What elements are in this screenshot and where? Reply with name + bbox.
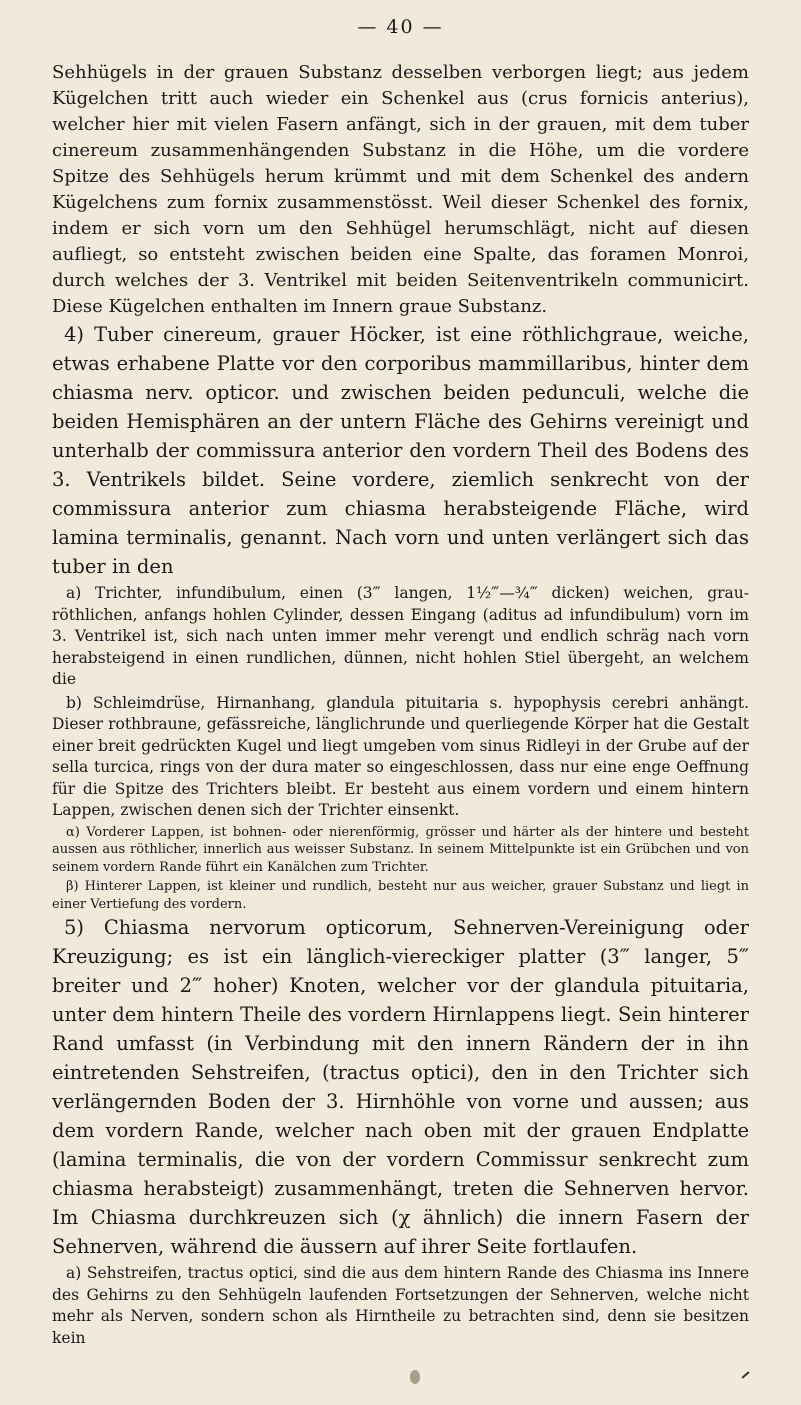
paragraph-continuation: Sehhügels in der grauen Substanz desselben verborgen liegt; aus jedem Kügelchen tritt auch wieder ein Schenkel aus (crus fornicis anterius), welcher hier mit vielen Fasern anfängt, sich in der grauen, mit dem tuber cinereum zusammenhängenden Substanz in die Höhe, um die vordere Spitze des Sehhügels herum krümmt und mit dem Schenkel des andern Kügelchens zum fornix zusammenstösst. Weil dieser Schenkel des fornix, indem er sich vorn um den Sehhügel herumschlägt, nicht auf diesen aufliegt, so entsteht zwischen beiden eine Spalte, das foramen Monroi, durch welches der 3. Ventrikel mit beiden Seitenventrikeln communicirt. Diese Kügelchen enthalten im Innern graue Substanz. bbox=[52, 62, 749, 317]
body-text bbox=[52, 60, 749, 1349]
pencil-mark bbox=[741, 1371, 749, 1379]
ink-smudge bbox=[410, 1370, 420, 1384]
paragraph-tuber-cinereum: 4) Tuber cinereum, grauer Höcker, ist eine röthlichgraue, weiche, etwas erhabene Platte vor den corporibus mammillaribus, hinter dem chiasma nerv. opticor. und zwischen beiden pedunculi, welche die beiden Hemisphären an der untern Fläche des Gehirns vereinigt und unterhalb der commissura anterior den vordern Theil des Bodens des 3. Ventrikels bildet. Seine vordere, ziemlich senkrecht von der commissura anterior zum chiasma herabsteigende Fläche, wird lamina terminalis, genannt. Nach vorn und unten verlängert sich das tuber in den bbox=[52, 323, 749, 578]
paragraph-hypophysis: b) Schleimdrüse, Hirnanhang, glandula pituitaria s. hypophysis cerebri anhängt. Dieser rothbraune, gefässreiche, länglichrunde und querliegende Körper hat die Gestalt einer breit gedrückten Kugel und liegt umgeben vom sinus Ridleyi in der Grube auf der sella turcica, rings von der dura mater so eingeschlossen, dass nur eine enge Oeffnung für die Spitze des Trichters bleibt. Er besteht aus einem vordern und einem hintern Lappen, zwischen denen sich der Trichter einsenkt. bbox=[52, 693, 749, 819]
paragraph-chiasma: 5) Chiasma nervorum opticorum, Sehnerven-Vereinigung oder Kreuzigung; es ist ein länglich-viereckiger platter (3‴ langer, 5‴ breiter und 2‴ hoher) Knoten, welcher vor der glandula pituitaria, unter dem hintern Theile des vordern Hirnlappens liegt. Sein hinterer Rand umfasst (in Verbindung mit den innern Rändern der in ihn eintretenden Sehstreifen, (tractus optici), den in den Trichter sich verlängernden Boden der 3. Hirnhöhle von vorne und aussen; aus dem vordern Rande, welcher nach oben mit der grauen Endplatte (lamina terminalis, die von der vordern Commissur senkrecht zum chiasma herabsteigt) zusammenhängt, treten die Sehnerven hervor. Im Chiasma durchkreuzen sich (χ ähnlich) die innern Fasern der Sehnerven, während die äussern auf ihrer Seite fortlaufen. bbox=[52, 916, 749, 1258]
paragraph-tractus-optici: a) Sehstreifen, tractus optici, sind die aus dem hintern Rande des Chiasma ins Innere des Gehirns zu den Sehhügeln laufenden Fortsetzungen der Sehnerven, welche nicht mehr als Nerven, sondern schon als Hirntheile zu betrachten sind, denn sie besitzen kein bbox=[52, 1264, 749, 1347]
paragraph-vorderer-lappen: α) Vorderer Lappen, ist bohnen- oder nierenförmig, grösser und härter als der hintere und besteht aussen aus röthlicher, innerlich aus weisser Substanz. In seinem Mittelpunkte ist ein Grübchen und von seinem vordern Rande führt ein Kanälchen zum Trichter. bbox=[52, 824, 749, 875]
paragraph-hinterer-lappen: β) Hinterer Lappen, ist kleiner und rundlich, besteht nur aus weicher, grauer Substanz und liegt in einer Vertiefung des vordern. bbox=[52, 879, 749, 912]
paragraph-infundibulum: a) Trichter, infundibulum, einen (3‴ langen, 1½‴—¾‴ dicken) weichen, grau-röthlichen, anfangs hohlen Cylinder, dessen Eingang (aditus ad infundibulum) vorn im 3. Ventrikel ist, sich nach unten immer mehr verengt und endlich schräg nach vorn herabsteigend in einen rundlichen, dünnen, nicht hohlen Stiel übergeht, an welchem die bbox=[52, 584, 749, 688]
page-number: — 40 — bbox=[357, 16, 444, 38]
